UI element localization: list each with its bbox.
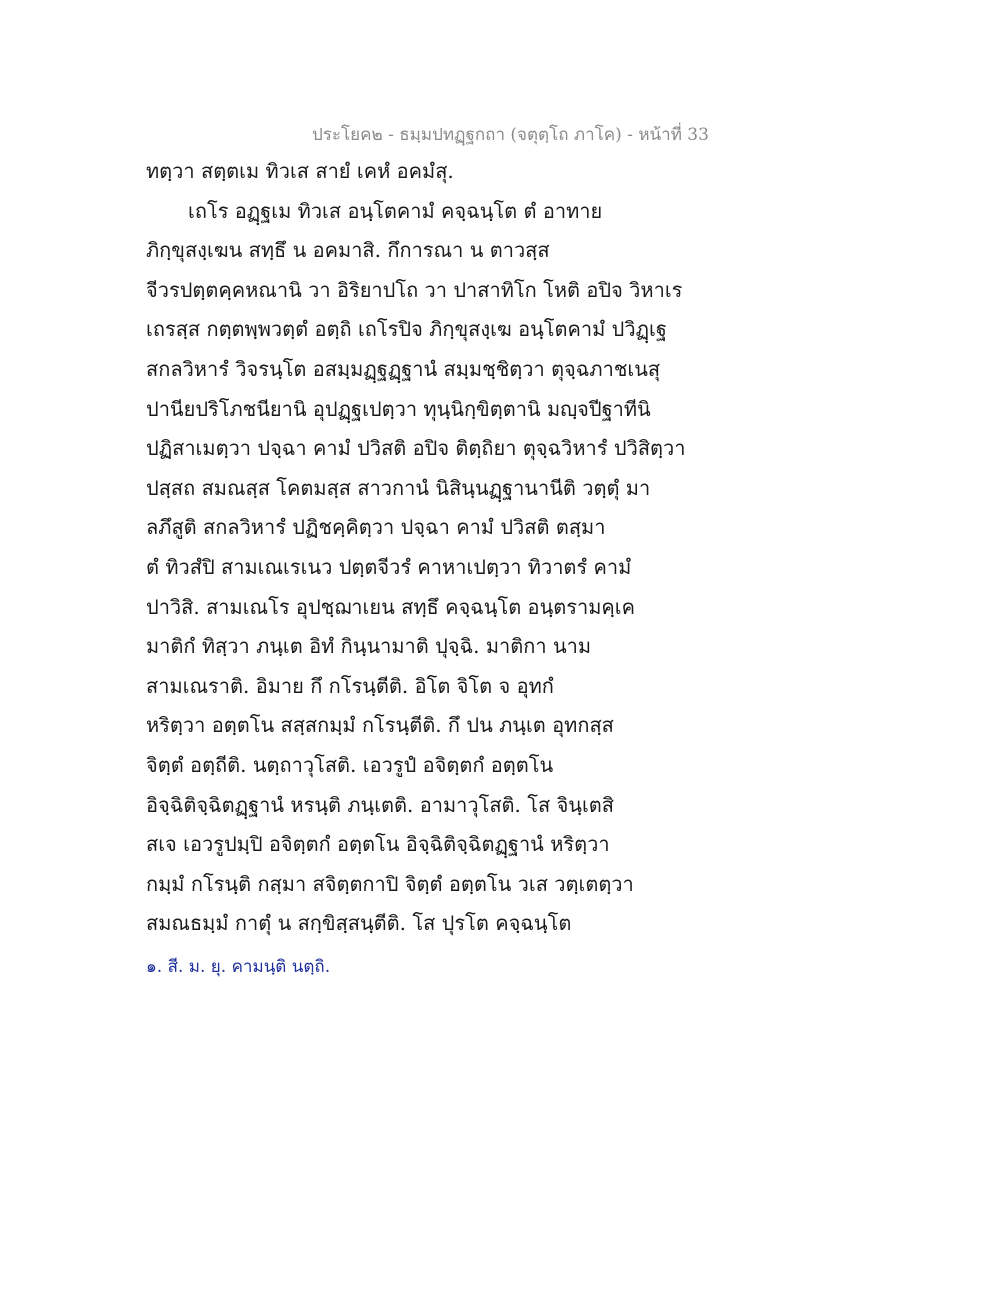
- text-line: สกลวิหารํ วิจรนฺโต อสมฺมฏฺฐฏฺฐานํ สมฺมชฺชิตฺวา ตุจฺฉภาชเนสุ: [146, 356, 661, 381]
- text-line: อิจฺฉิติจฺฉิตฏฺฐานํ หรนฺติ ภนฺเตติ. อามาวุโสติ. โส จินฺเตสิ: [146, 792, 614, 817]
- text-line: หริตฺวา อตฺตโน สสฺสกมฺมํ กโรนฺตีติ. กึ ปน ภนฺเต อุทกสฺส: [146, 713, 614, 738]
- text-line: จิตฺตํ อตฺถีติ. นตฺถาวุโสติ. เอวรูปํ อจิตฺตกํ อตฺตโน: [146, 752, 554, 777]
- body-text: [146, 152, 706, 944]
- text-line: เถโร อฏฺฐเม ทิวเส อนฺโตคามํ คจฺฉนฺโต ตํ อาทาย: [188, 198, 603, 223]
- text-line: กมฺมํ กโรนฺติ กสฺมา สจิตฺตกาปิ จิตฺตํ อตฺตโน วเส วตฺเตตฺวา: [146, 871, 634, 896]
- text-line: ปานียปริโภชนียานิ อุปฏฺฐเปตฺวา ทุนฺนิกฺขิตฺตานิ มญฺจปีฐาทีนิ: [146, 396, 651, 421]
- page-header: ประโยค๒ - ธมฺมปทฏฺฐกถา (จตุตฺโถ ภาโค) - หน้าที่ 33: [312, 125, 709, 145]
- footnote: ๑. สี. ม. ยุ. คามนฺติ นตฺถิ.: [146, 957, 331, 977]
- text-line: สเจ เอวรูปมฺปิ อจิตฺตกํ อตฺตโน อิจฺฉิติจฺฉิตฏฺฐานํ หริตฺวา: [146, 832, 610, 857]
- text-line: สามเณราติ. อิมาย กึ กโรนฺตีติ. อิโต จิโต จ อุทกํ: [146, 673, 554, 698]
- text-line: สมณธมฺมํ กาตุํ น สกฺขิสฺสนฺตีติ. โส ปุรโต คจฺฉนฺโต: [146, 911, 572, 936]
- text-line: มาติกํ ทิสฺวา ภนฺเต อิทํ กินฺนามาติ ปุจฺฉิ. มาติกา นาม: [146, 634, 592, 659]
- text-line: ปฏิสาเมตฺวา ปจฺฉา คามํ ปวิสติ อปิจ ติตฺถิยา ตุจฺฉวิหารํ ปวิสิตฺวา: [146, 436, 686, 461]
- text-line: ปาวิสิ. สามเณโร อุปชฺฌาเยน สทฺธึ คจฺฉนฺโต อนฺตรามคฺเค: [146, 594, 635, 619]
- text-line: จีวรปตฺตคฺคหณานิ วา อิริยาปโถ วา ปาสาทิโก โหติ อปิจ วิหาเร: [146, 277, 683, 302]
- text-line: ตํ ทิวสํปิ สามเณเรเนว ปตฺตจีวรํ คาหาเปตฺวา ทิวาตรํ คามํ: [146, 554, 632, 579]
- text-line: ปสฺสถ สมณสฺส โคตมสฺส สาวกานํ นิสินฺนฏฺฐานานีติ วตฺตุํ มา: [146, 475, 651, 500]
- text-line: เถรสฺส กตฺตพฺพวตฺตํ อตฺถิ เถโรปิจ ภิกฺขุสงฺเฆ อนฺโตคามํ ปวิฏฺเฐ: [146, 317, 667, 342]
- text-line: ลภึสูติ สกลวิหารํ ปฏิชคฺคิตฺวา ปจฺฉา คามํ ปวิสติ ตสฺมา: [146, 515, 606, 540]
- text-line: ทตฺวา สตฺตเม ทิวเส สายํ เคหํ อคมํสุ.: [146, 159, 454, 183]
- text-line: ภิกฺขุสงฺเฆน สทฺธึ น อคมาสิ. กึการณา น ตาวสฺส: [146, 238, 550, 263]
